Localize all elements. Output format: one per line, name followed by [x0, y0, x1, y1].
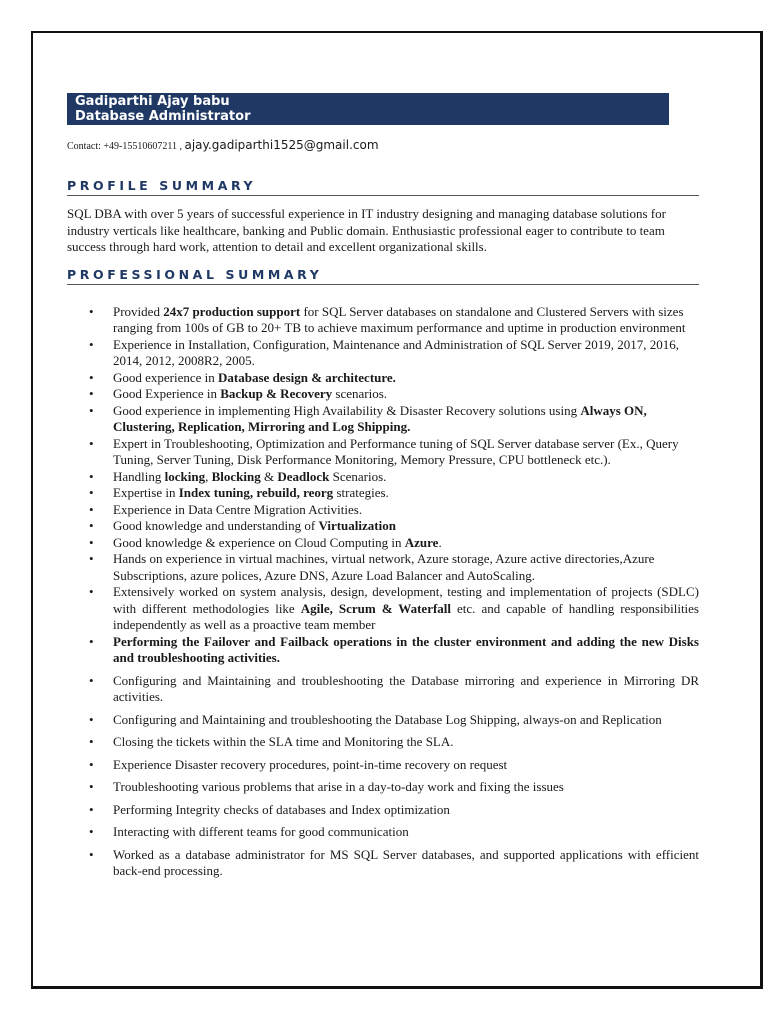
bullet-icon: • — [89, 369, 94, 385]
item-text: strategies. — [333, 485, 389, 500]
profile-summary-heading: PROFILE SUMMARY — [67, 178, 699, 196]
item-text: & — [260, 468, 278, 484]
bullet-icon: • — [89, 672, 94, 688]
summary-list-item — [67, 824, 699, 841]
summary-list-item — [67, 634, 699, 667]
bullet-icon: • — [89, 534, 94, 550]
summary-list-item — [67, 712, 699, 729]
summary-list-item — [67, 535, 699, 552]
item-text: Closing the tickets within the SLA time and Monitoring the SLA. — [113, 734, 454, 749]
bullet-icon: • — [89, 468, 94, 484]
item-text: Extensively worked on system analysis, design, development, testing and implementation of projects (SDLC) with different methodologies like — [113, 584, 699, 616]
summary-list-item — [67, 485, 699, 502]
bold-text: Agile, Scrum & Waterfall — [300, 600, 452, 616]
summary-list-item — [67, 757, 699, 774]
name-banner — [67, 93, 669, 125]
bold-text: Always ON, Clustering, Replication, Mirroring and Log Shipping. — [113, 402, 647, 434]
bold-text: Index tuning, rebuild, reorg — [178, 485, 334, 500]
summary-list-item — [67, 734, 699, 751]
summary-list-item — [67, 502, 699, 519]
summary-list-item — [67, 436, 699, 469]
item-text: Worked as a database administrator for MS SQL Server databases, and supported applications with efficient back-end processing. — [113, 846, 699, 878]
bullet-icon: • — [89, 435, 94, 451]
summary-list-item — [67, 304, 699, 337]
item-text: Configuring and Maintaining and troubleshooting the Database Log Shipping, always-on and Replication — [113, 711, 662, 727]
professional-summary-list — [67, 304, 699, 880]
summary-list-item — [67, 802, 699, 819]
summary-list-item — [67, 337, 699, 370]
bullet-icon: • — [89, 402, 94, 418]
summary-list-item — [67, 386, 699, 403]
item-text: , — [205, 468, 212, 484]
item-text: Expertise in — [113, 485, 179, 500]
summary-list-item — [67, 584, 699, 634]
bold-text: Azure — [404, 534, 439, 550]
bold-text: Database design & architecture. — [218, 369, 396, 385]
job-title: Database Administrator — [75, 109, 251, 124]
item-text: Expert in Troubleshooting, Optimization and Performance tuning of SQL Server database server (Ex., Query Tuning, Server Tuning, Disk Performance Monitoring, Memory Pressure, CPU bottleneck etc.). — [113, 435, 679, 467]
summary-list-item — [67, 403, 699, 436]
bold-text: Deadlock — [277, 468, 330, 484]
item-text: etc. and capable of handling responsibilities independently as well as a proactive team member — [113, 600, 699, 632]
item-text: Interacting with different teams for good communication — [113, 824, 409, 839]
item-text: Troubleshooting various problems that arise in a day-to-day work and fixing the issues — [113, 779, 564, 794]
summary-list-item — [67, 469, 699, 486]
item-text: scenarios. — [332, 386, 388, 401]
item-text: Good Experience in — [113, 386, 221, 401]
summary-list-item — [67, 551, 699, 584]
item-text: Good experience in implementing High Availability & Disaster Recovery solutions using — [113, 402, 581, 418]
bullet-icon: • — [89, 711, 94, 727]
bold-text: locking — [164, 468, 206, 484]
item-text: for SQL Server databases on standalone and Clustered Servers with sizes ranging from 100s of GB to 20+ TB to achieve maximum performance and uptime in production environment — [113, 303, 686, 335]
bullet-icon: • — [89, 485, 94, 500]
item-text: . — [438, 534, 442, 550]
resume-content — [67, 93, 699, 880]
item-text: Good knowledge and understanding of — [113, 518, 319, 533]
bullet-icon: • — [89, 336, 94, 352]
item-text: Scenarios. — [329, 468, 387, 484]
bold-text: 24x7 production support — [163, 303, 301, 319]
summary-list-item — [67, 847, 699, 880]
bullet-icon: • — [89, 734, 94, 749]
bold-text: Backup & Recovery — [220, 386, 333, 401]
bold-text: Blocking — [211, 468, 261, 484]
contact-email: ajay.gadiparthi1525@gmail.com — [184, 138, 379, 152]
bullet-icon: • — [89, 386, 94, 401]
bullet-icon: • — [89, 801, 94, 817]
summary-list-item — [67, 779, 699, 796]
profile-summary-text: SQL DBA with over 5 years of successful experience in IT industry designing and managing database solutions for industry verticals like healthcare, banking and Public domain. Enthusiastic professional eager to contribute to team success through hard work, attention to detail and excellent organizational skills. — [67, 206, 666, 254]
item-text: Configuring and Maintaining and troubleshooting the Database mirroring and experience in Mirroring DR activities. — [113, 672, 699, 704]
item-text: Handling — [113, 468, 165, 484]
item-text: Experience in Data Centre Migration Activities. — [113, 501, 363, 517]
item-text: Good knowledge & experience on Cloud Computing in — [113, 534, 405, 550]
summary-list-item — [67, 673, 699, 706]
item-text: Experience in Installation, Configuration, Maintenance and Administration of SQL Server 2019, 2017, 2016, 2014, 2012, 2008R2, 2005. — [113, 336, 679, 368]
bullet-icon: • — [89, 501, 94, 517]
summary-list-item — [67, 370, 699, 387]
item-text: Experience Disaster recovery procedures, point-in-time recovery on request — [113, 756, 508, 772]
bullet-icon: • — [89, 518, 94, 533]
item-text: Good experience in — [113, 369, 219, 385]
bold-text: Virtualization — [318, 518, 396, 533]
item-text: Performing Integrity checks of databases and Index optimization — [113, 801, 450, 817]
bullet-icon: • — [89, 551, 94, 566]
contact-line — [67, 138, 699, 154]
item-text: Hands on experience in virtual machines, virtual network, Azure storage, Azure active directories,Azure Subscriptions, azure polices, Azure DNS, Azure Load Balancer and AutoScaling. — [113, 551, 655, 583]
summary-list-item — [67, 518, 699, 535]
bullet-icon: • — [89, 756, 94, 772]
bullet-icon: • — [89, 824, 94, 839]
bold-text: Performing the Failover and Failback operations in the cluster environment and adding the new Disks and troubleshooting activities. — [113, 633, 699, 665]
bullet-icon: • — [89, 584, 94, 599]
professional-summary-heading: PROFESSIONAL SUMMARY — [67, 267, 699, 285]
contact-phone: Contact: +49-15510607211 , — [67, 141, 182, 152]
bullet-icon: • — [89, 633, 94, 649]
bullet-icon: • — [89, 303, 94, 319]
bullet-icon: • — [89, 779, 94, 794]
item-text: Provided — [113, 303, 164, 319]
bullet-icon: • — [89, 846, 94, 862]
candidate-name: Gadiparthi Ajay babu — [75, 94, 230, 109]
